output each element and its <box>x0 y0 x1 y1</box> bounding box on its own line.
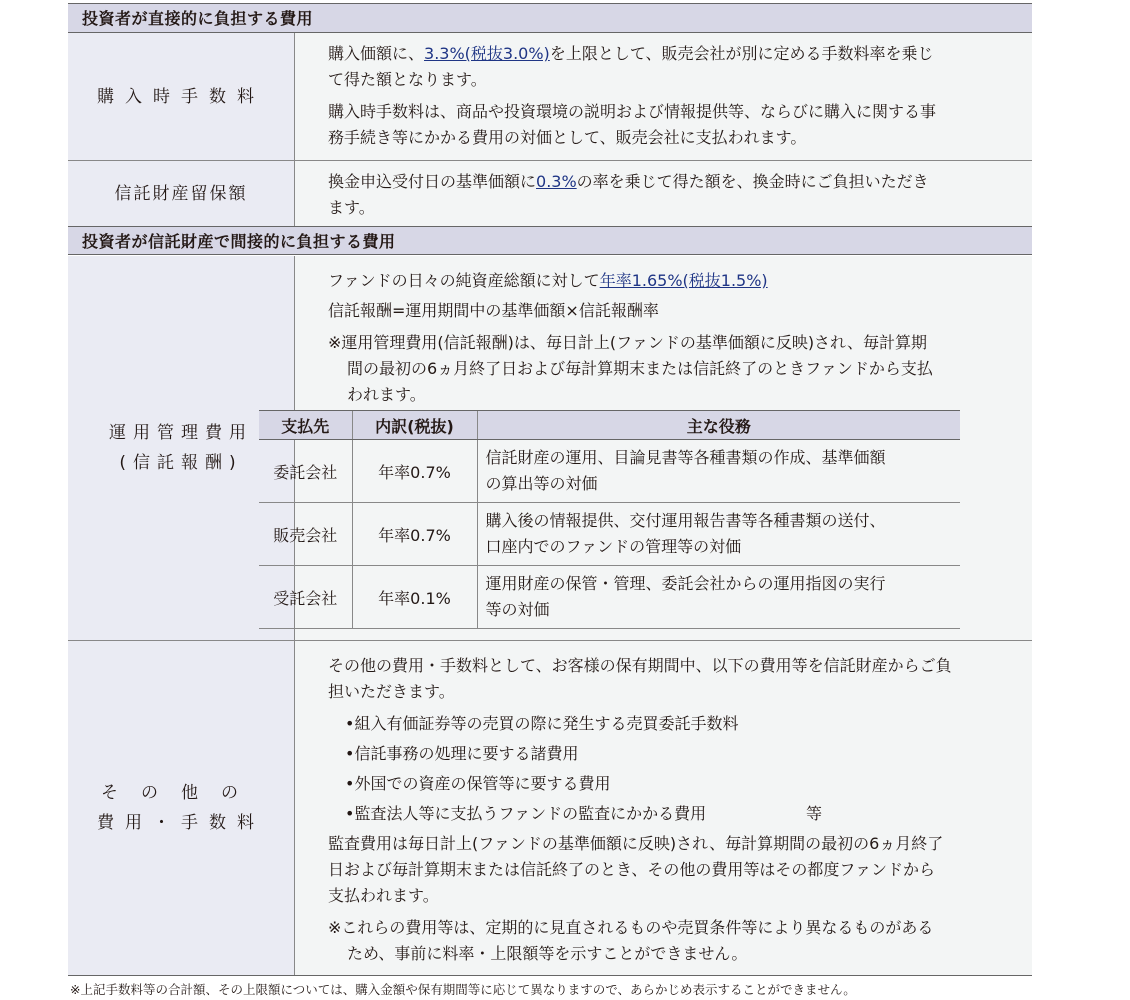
table-row <box>259 503 960 566</box>
rate-cell: 年率0.1% <box>352 566 477 629</box>
management-fee-line-4: 間の最初の6ヵ月終了日および毎計算期末または信託終了のときファンドから支払 <box>347 359 933 378</box>
role-cell <box>477 566 960 629</box>
other-fees-note-2: ため、事前に料率・上限額等を示すことができません。 <box>347 944 748 963</box>
management-fee-label-line-1: 運用管理費用 <box>109 423 253 443</box>
fee-breakdown-table <box>259 410 960 629</box>
retention-line-2: ます。 <box>328 198 375 217</box>
purchase-fee-label <box>68 33 295 160</box>
purchase-fee-rate: 3.3%(税抜3.0%) <box>424 44 550 63</box>
text-segment: 購入価額に、 <box>328 44 425 63</box>
text-segment: を上限として、販売会社が別に定める手数料率を乗じ <box>549 44 934 63</box>
purchase-fee-label-text: 購入時手数料 <box>97 86 265 107</box>
retention-row <box>68 161 1032 226</box>
table-row <box>259 566 960 629</box>
purchase-fee-line-4: 務手続き等にかかる費用の対価として、販売会社に支払われます。 <box>328 128 807 147</box>
role-line: 購入後の情報提供、交付運用報告書等各種書類の送付、 <box>485 511 886 530</box>
rate-cell: 年率0.7% <box>352 503 477 566</box>
other-fees-line-4: 日および毎計算期末または信託終了のとき、その他の費用等はその都度ファンドから <box>328 860 936 879</box>
table-row <box>259 440 960 503</box>
role-line: 等の対価 <box>485 600 550 619</box>
other-fees-label <box>68 641 295 975</box>
purchase-fee-line-2: て得た額となります。 <box>328 70 487 89</box>
retention-line-1 <box>328 169 1028 195</box>
other-fees-bullet: •信託事務の処理に要する諸費用 <box>345 744 579 763</box>
payee-cell: 販売会社 <box>259 503 352 566</box>
column-header-rate: 内訳(税抜) <box>352 411 477 440</box>
management-fee-label-line-2: (信託報酬) <box>119 453 243 473</box>
other-fees-bullet: •監査法人等に支払うファンドの監査にかかる費用 <box>345 804 707 823</box>
other-fees-line-5: 支払われます。 <box>328 886 439 905</box>
column-header-role: 主な役務 <box>477 411 960 440</box>
other-fees-bullet: •外国での資産の保管等に要する費用 <box>345 774 611 793</box>
retention-content <box>295 161 1032 226</box>
rate-cell: 年率0.7% <box>352 440 477 503</box>
purchase-fee-line-3: 購入時手数料は、商品や投資環境の説明および情報提供等、ならびに購入に関する事 <box>328 102 937 121</box>
other-fees-label-line-1: その他の <box>101 783 261 803</box>
retention-label-text: 信託財産留保額 <box>114 183 248 204</box>
other-fees-line-3: 監査費用は毎日計上(ファンドの基準価額に反映)され、毎計算期間の最初の6ヵ月終了 <box>328 834 944 853</box>
purchase-fee-line-1 <box>328 41 1028 67</box>
management-fee-line-3: ※運用管理費用(信託報酬)は、毎日計上(ファンドの基準価額に反映)され、毎計算期 <box>328 333 928 352</box>
section-header-indirect: 投資者が信託財産で間接的に負担する費用 <box>68 226 1032 255</box>
other-fees-bullet: •組入有価証券等の売買の際に発生する売買委託手数料 <box>345 714 739 733</box>
purchase-fee-content <box>295 33 1032 160</box>
payee-cell: 受託会社 <box>259 566 352 629</box>
role-line: の算出等の対価 <box>485 474 598 493</box>
other-fees-line-2: 担いただきます。 <box>328 682 455 701</box>
other-fees-bullet-suffix: 等 <box>806 804 823 823</box>
text-segment: 換金申込受付日の基準価額に <box>328 172 537 191</box>
management-fee-line-2: 信託報酬=運用期間中の基準価額×信託報酬率 <box>328 301 659 320</box>
other-fees-note-1: ※これらの費用等は、定期的に見直されるものや売買条件等により異なるものがある <box>328 918 934 937</box>
fee-breakdown-header-row <box>259 411 960 440</box>
footnote: ※上記手数料等の合計額、その上限額については、購入金額や保有期間等に応じて異なりますので、あらかじめ表示することができません。 <box>70 982 856 997</box>
management-fee-line-5: われます。 <box>347 385 426 404</box>
role-cell <box>477 503 960 566</box>
text-segment: ファンドの日々の純資産総額に対して <box>328 271 600 290</box>
payee-cell: 委託会社 <box>259 440 352 503</box>
text-segment: の率を乗じて得た額を、換金時にご負担いただき <box>576 172 929 191</box>
role-line: 信託財産の運用、目論見書等各種書類の作成、基準価額 <box>485 448 886 467</box>
section-header-direct: 投資者が直接的に負担する費用 <box>68 4 1032 33</box>
role-line: 口座内でのファンドの管理等の対価 <box>485 537 742 556</box>
retention-rate: 0.3% <box>536 172 577 191</box>
management-fee-line-1 <box>328 268 1028 294</box>
purchase-fee-row <box>68 33 1032 161</box>
other-fees-content <box>295 641 1032 975</box>
other-fees-line-1: その他の費用・手数料として、お客様の保有期間中、以下の費用等を信託財産からご負 <box>328 656 952 675</box>
other-fees-row <box>68 641 1032 975</box>
retention-label <box>68 161 295 226</box>
role-line: 運用財産の保管・管理、委託会社からの運用指図の実行 <box>485 574 886 593</box>
role-cell <box>477 440 960 503</box>
column-header-payee: 支払先 <box>259 411 352 440</box>
other-fees-label-line-2: 費用・手数料 <box>97 813 265 833</box>
management-fee-rate: 年率1.65%(税抜1.5%) <box>599 271 768 290</box>
